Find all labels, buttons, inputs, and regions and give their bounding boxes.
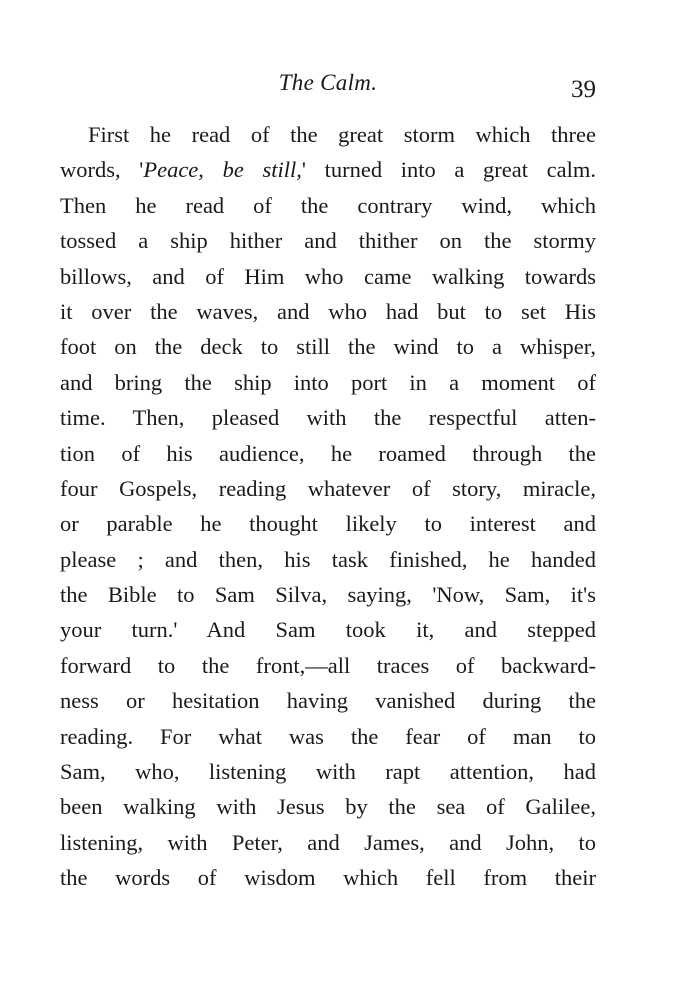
running-head — [60, 70, 596, 104]
text-line: reading. For what was the fear of man to — [60, 723, 596, 749]
text-line: forward to the front,—all traces of backward- — [60, 652, 596, 678]
text-line: First he read of the great storm which three — [88, 122, 596, 147]
text-line: the Bible to Sam Silva, saying, 'Now, Sam, it's — [60, 582, 596, 608]
text-fragment: words, ' — [60, 157, 144, 183]
text-line: tossed a ship hither and thither on the stormy — [60, 228, 596, 254]
text-line: listening, with Peter, and James, and John, to — [60, 829, 596, 855]
italic-quote: Peace, be still, — [143, 157, 302, 183]
text-line: ness or hesitation having vanished during the — [60, 688, 596, 714]
text-line: please ; and then, his task finished, he handed — [60, 546, 596, 572]
text-line: and bring the ship into port in a moment of — [60, 369, 596, 395]
text-line: been walking with Jesus by the sea of Galilee, — [60, 794, 596, 820]
text-line: Sam, who, listening with rapt attention, had — [60, 759, 596, 785]
text-line: foot on the deck to still the wind to a whisper, — [60, 334, 596, 360]
running-title: The Calm. — [278, 70, 378, 95]
text-line: time. Then, pleased with the respectful atten- — [60, 405, 596, 431]
text-line: Then he read of the contrary wind, which — [60, 192, 596, 218]
body-text — [60, 117, 596, 896]
text-line: four Gospels, reading whatever of story, miracle, — [60, 475, 596, 501]
text-line: your turn.' And Sam took it, and stepped — [60, 617, 596, 643]
text-fragment: ' turned into a great calm. — [301, 157, 597, 183]
text-line: the words of wisdom which fell from their — [60, 865, 596, 891]
text-line: it over the waves, and who had but to set His — [60, 298, 596, 324]
text-line: billows, and of Him who came walking towards — [60, 263, 596, 289]
text-line: or parable he thought likely to interest and — [60, 511, 596, 537]
text-line — [60, 152, 596, 187]
page-number: 39 — [571, 76, 596, 103]
text-line: tion of his audience, he roamed through the — [60, 440, 596, 466]
